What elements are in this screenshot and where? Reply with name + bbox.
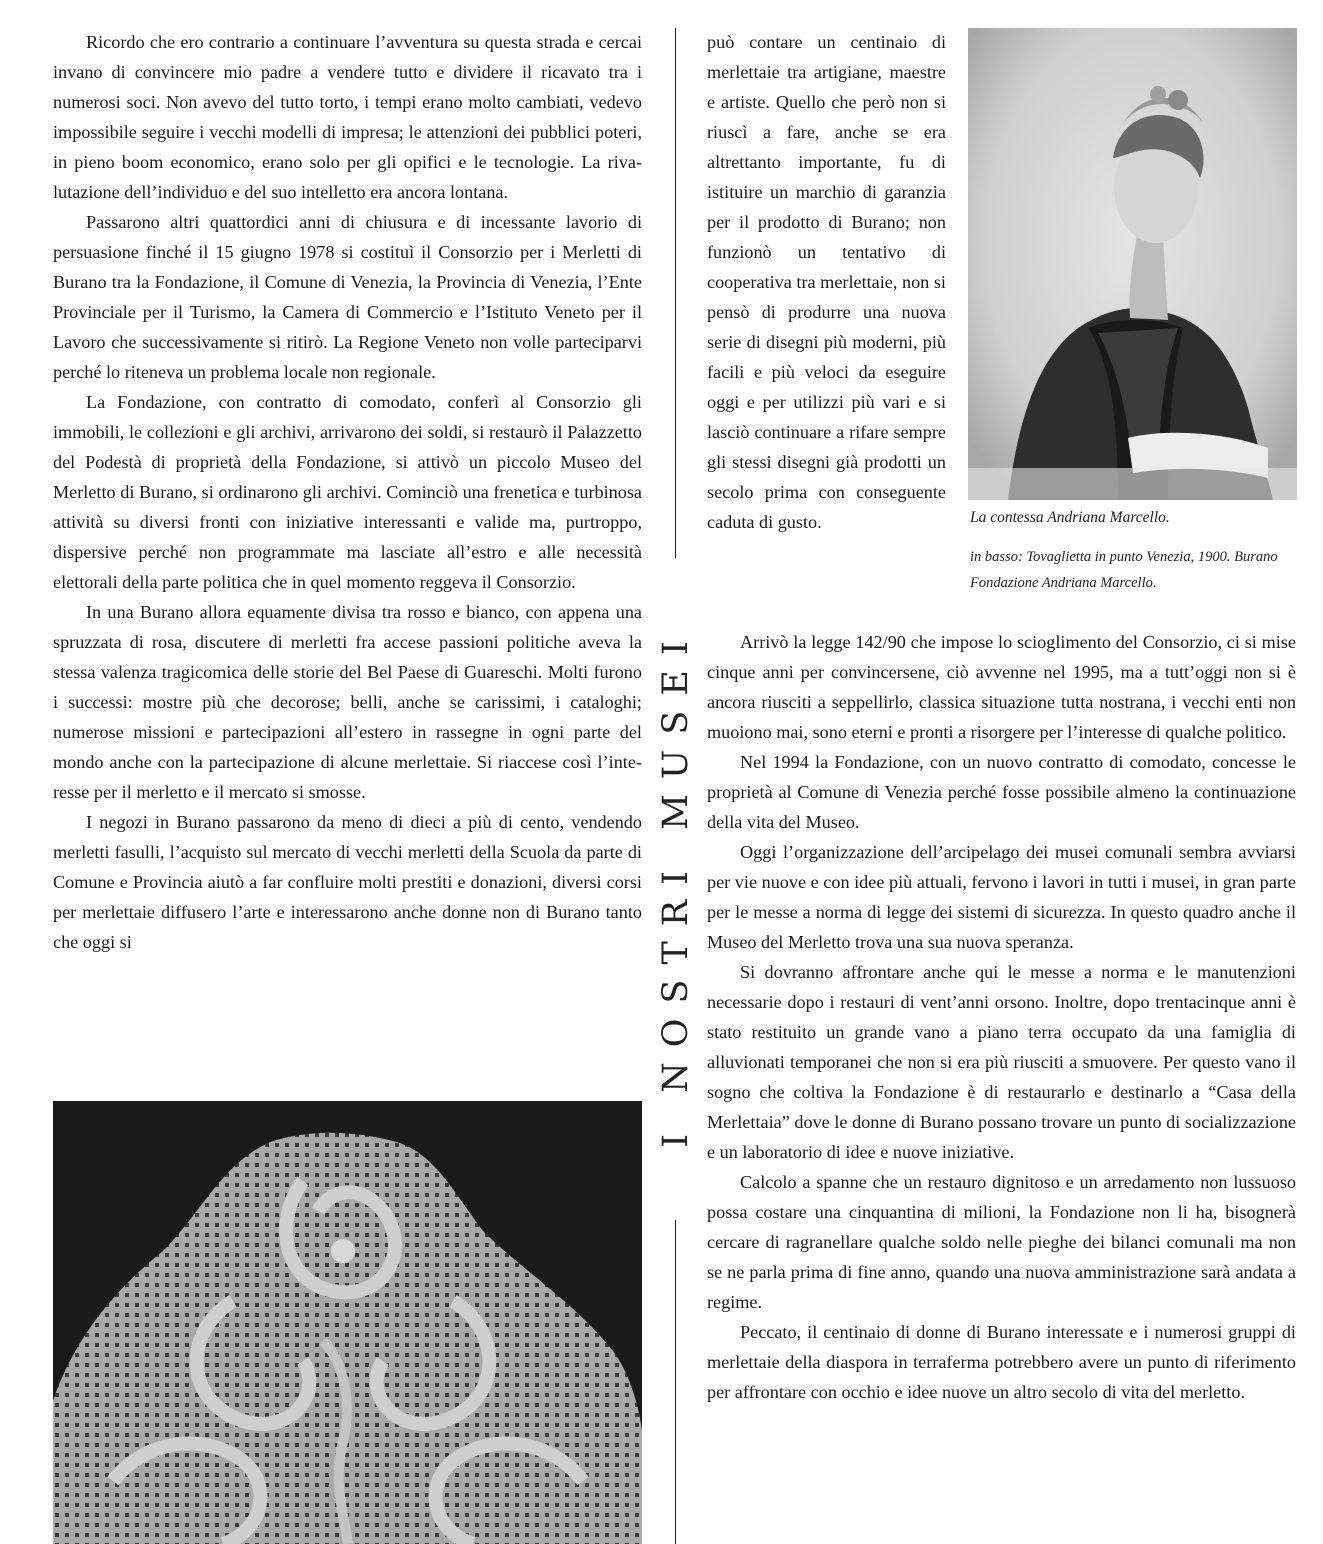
lace-illustration	[53, 1101, 642, 1544]
section-label-text: I NOSTRI MUSEI	[656, 626, 696, 1148]
portrait-caption: La contessa Andriana Marcello.	[970, 509, 1170, 526]
section-label	[656, 562, 696, 1212]
paragraph: Arrivò la legge 142/90 che impose lo scioglimento del Consorzio, ci si mise cinque anni per convincersene, ciò avvenne nel 1995, ma a tutt’oggi non si è ancora riusciti a seppellirlo, classica situazione tutta nostrana, i vecchi enti non muoiono mai, sono eterni e pronti a risorgere per l’interesse di qualche politico.	[707, 632, 1296, 742]
paragraph: Passarono altri quattordici anni di chiusura e di incessante lavorio di persuasione finché il 15 giugno 1978 si costituì il Consorzio per i Merletti di Burano tra la Fondazione, il Comune di Venezia, la Provincia di Venezia, l’Ente Provinciale per il Turismo, la Camera di Commercio e l’Istituto Veneto per il Lavoro che successivamente si ritirò. La Regione Veneto non volle parteciparvi perché lo riteneva un problema locale non regionale.	[53, 212, 642, 382]
paragraph: In una Burano allora equamente divisa tra rosso e bianco, con appena una spruzzata di rosa, discutere di merletti fra accese passioni politiche aveva la stessa valenza tragicomica delle storie del Bel Paese di Guareschi. Molti furono i successi: mostre più che decorose; belli, anche se carissimi, i cataloghi; numerose missioni e partecipazioni all’estero in rassegne in ogni parte del mondo anche con la partecipazione di alcune merlettaie. Si riaccese così l’interesse per il merletto e il mercato si smosse.	[53, 602, 642, 802]
paragraph: Oggi l’organizzazione dell’arcipelago dei musei comunali sembra avviarsi per vie nuove e con idee più attuali, fervono i lavori in tutti i musei, in gran parte per le messe a norma di legge dei sistemi di sicurezza. In questo quadro anche il Museo del Merletto trova una sua nuova speranza.	[707, 842, 1296, 952]
paragraph: Peccato, il centinaio di donne di Burano interessate e i numerosi gruppi di merlettaie della diaspora in terraferma potrebbero avere un punto di riferimento per affrontare con occhio e idee nuove un altro secolo di vita del merletto.	[707, 1322, 1296, 1402]
paragraph: Ricordo che ero contrario a continuare l’avventura su questa strada e cercai invano di convincere mio padre a vendere tutto e dividere il ricavato tra i numerosi soci. Non avevo del tutto torto, i tempi erano molto cambiati, vedevo impossibile seguire i vecchi modelli di impresa; le attenzioni dei pubblici poteri, in pieno boom economico, erano solo per gli opifici e le tecnologie. La rivalutazione dell’individuo e del suo intelletto era ancora lontana.	[53, 32, 642, 202]
paragraph: Nel 1994 la Fondazione, con un nuovo contratto di comodato, concesse le proprietà al Comune di Venezia perché fosse possibile almeno la continuazione della vita del Museo.	[707, 752, 1296, 832]
paragraph: Calcolo a spanne che un restauro dignitoso e un arredamento non lussuoso possa costare una cinquantina di milioni, la Fondazione non li ha, bisognerà cercare di ragranellare qualche soldo nelle pieghe dei bilanci comunali ma non se ne parla prima di fine anno, quando una nuova amministrazione sarà andata a regime.	[707, 1172, 1296, 1312]
right-narrow-text-column	[707, 27, 946, 537]
portrait-illustration	[968, 28, 1297, 500]
left-text-column	[53, 27, 642, 957]
paragraph: Si dovranno affrontare anche qui le messe a norma e le manutenzioni necessarie dopo i restauri di vent’anni orsono. Inoltre, dopo trentacinque anni è stato restituito un grande vano a piano terra occupato da una famiglia di alluvionati temporanei che non si era più riusciti a smuovere. Per questo vano il sogno che coltiva la Fondazione è di restaurarlo e destinarlo a “Casa della Merlettaia” dove le donne di Burano possano trovare un punto di socializzazione e un laboratorio di idee e nuove iniziative.	[707, 962, 1296, 1162]
portrait-photo	[968, 28, 1297, 500]
lace-caption: in basso: Tovaglietta in punto Venezia, 1900. Burano Fondazione Andriana Marcello.	[970, 549, 1278, 591]
paragraph: può contare un centinaio di merlettaie tra artigiane, maestre e artiste. Quello che però non si riuscì a fare, anche se era altrettanto importante, fu di istituire un marchio di garanzia per il prodotto di Burano; non funzionò un tentativo di cooperativa tra merlettaie, non si pensò di produrre una nuova serie di disegni più moderni, più facili e più veloci da eseguire oggi e per utilizzi più vari e si lasciò continuare a rifare sempre gli stessi disegni già prodotti un secolo prima con conseguente caduta di gusto.	[707, 32, 946, 532]
paragraph: I negozi in Burano passarono da meno di dieci a più di cento, vendendo merletti fasulli, l’acquisto sul mercato di vecchi merletti della Scuola da parte di Comune e Provincia aiutò a far confluire molti prestiti e donazioni, diversi corsi per merlettaie diffusero l’arte e interessarono anche donne non di Burano tanto che oggi si	[53, 812, 642, 952]
column-divider-bottom	[675, 1220, 676, 1544]
lace-photo	[53, 1101, 642, 1544]
column-divider-top	[675, 28, 676, 558]
paragraph: La Fondazione, con contratto di comodato, conferì al Consorzio gli immobili, le collezioni e gli archivi, arrivarono dei soldi, si restaurò il Palazzetto del Podestà di proprietà della Fondazione, si attivò un piccolo Museo del Merletto di Burano, si ordinarono gli archivi. Cominciò una frenetica e turbinosa attività su diversi fronti con iniziative interessanti e valide ma, purtroppo, dispersive perché non programmate ma lasciate all’estro e alle necessità elettorali della parte politica che in quel momento reggeva il Consorzio.	[53, 392, 642, 592]
right-text-column	[707, 627, 1296, 1407]
